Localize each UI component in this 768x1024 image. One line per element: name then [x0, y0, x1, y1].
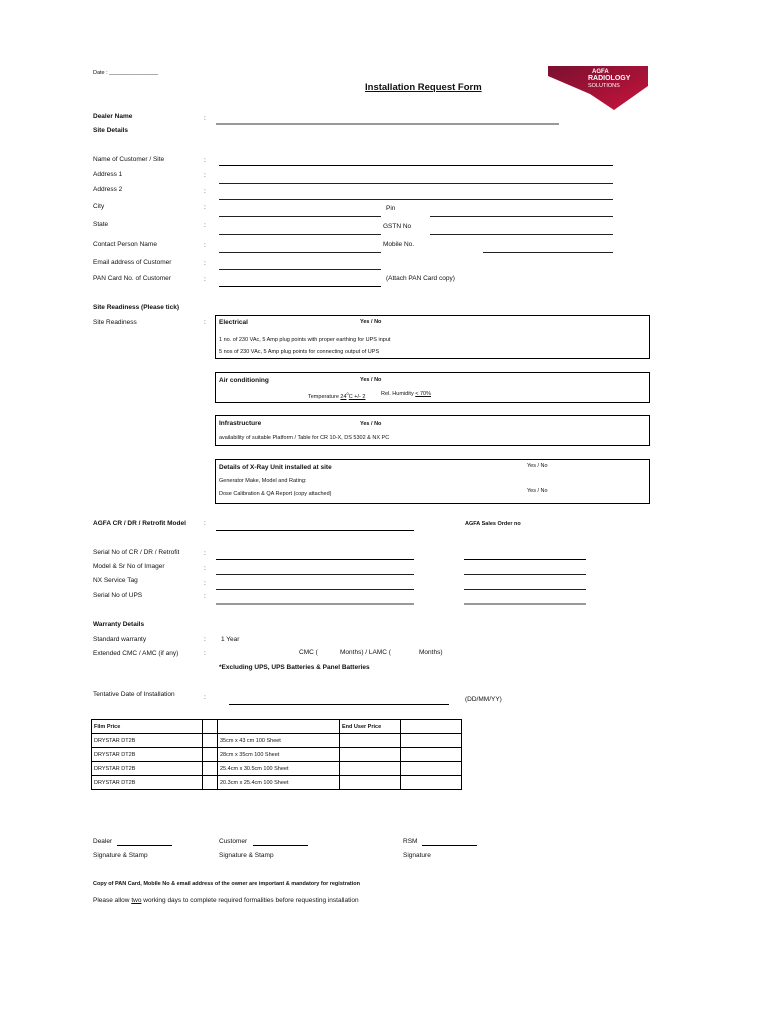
customer-signature-label: Customer — [219, 838, 248, 845]
colon: : — [204, 593, 206, 600]
table-cell: DRYSTAR DT2B — [92, 734, 203, 748]
degree-sup: 0 — [346, 391, 349, 396]
site-readiness-label: Site Readiness — [93, 319, 137, 326]
contact-label: Contact Person Name — [93, 241, 157, 248]
nx-tag-field-2[interactable] — [464, 589, 586, 590]
ups-serial-label: Serial No of UPS — [93, 592, 143, 599]
temperature-tolerance: C +/- 2 — [348, 393, 366, 400]
pin-label: Pin — [386, 205, 396, 212]
electrical-line1: 1 no. of 230 VAc, 5 Amp plug points with proper earthing for UPS input — [219, 337, 391, 343]
table-cell: DRYSTAR DT2B — [92, 762, 203, 776]
temperature-label: Temperature — [308, 393, 341, 400]
table-cell[interactable] — [401, 776, 462, 790]
working-days-suffix: working days to complete required formalities before requesting installation — [141, 897, 359, 904]
logo-line3: SOLUTIONS — [588, 83, 620, 89]
colon: : — [204, 694, 206, 701]
email-field[interactable] — [219, 269, 381, 270]
pan-label: PAN Card No. of Customer — [93, 275, 171, 282]
colon: : — [204, 276, 206, 283]
logo-line1: AGFA — [592, 69, 609, 75]
extended-label: Extended CMC / AMC (if any) — [93, 650, 179, 657]
agfa-logo — [548, 66, 648, 110]
city-field[interactable] — [219, 216, 381, 217]
ups-serial-field-2[interactable] — [464, 603, 586, 605]
table-header-cell: Film Price — [92, 720, 203, 734]
dealer-signature-sub: Signature & Stamp — [93, 852, 148, 859]
address2-field[interactable] — [219, 199, 613, 200]
xray-box — [215, 459, 650, 504]
pin-field[interactable] — [430, 216, 613, 217]
serial-cr-field-2[interactable] — [464, 559, 586, 560]
electrical-yesno[interactable]: Yes / No — [360, 319, 382, 325]
imager-label: Model & Sr No of Imager — [93, 563, 165, 570]
colon: : — [204, 520, 206, 527]
months-label: Months) — [419, 649, 443, 656]
table-cell: DRYSTAR DT2B — [92, 748, 203, 762]
mobile-label: Mobile No. — [383, 241, 415, 248]
table-header-cell: End User Price — [340, 720, 401, 734]
email-label: Email address of Customer — [93, 259, 172, 266]
model-field[interactable] — [216, 530, 414, 531]
table-row — [92, 734, 462, 748]
date-label: Date : ________________ — [93, 70, 159, 76]
rsm-signature-label: RSM — [403, 838, 418, 845]
humidity-text — [381, 391, 431, 397]
dealer-name-field[interactable] — [216, 123, 559, 125]
customer-name-field[interactable] — [219, 165, 613, 166]
nx-tag-field[interactable] — [216, 589, 414, 590]
humidity-label: Rel. Humidity — [381, 391, 416, 397]
table-cell[interactable] — [401, 734, 462, 748]
table-cell: 20.3cm x 25.4cm 100 Sheet — [218, 776, 340, 790]
dealer-signature-label: Dealer — [93, 838, 113, 845]
table-cell: 25.4cm x 30.5cm 100 Sheet — [218, 762, 340, 776]
table-cell — [203, 762, 218, 776]
installation-date-label: Tentative Date of Installation — [93, 691, 175, 698]
mobile-field[interactable] — [483, 252, 613, 253]
table-cell: 35cm x 43 cm 100 Sheet — [218, 734, 340, 748]
ups-serial-field[interactable] — [216, 603, 414, 605]
colon: : — [204, 260, 206, 267]
table-header-cell — [218, 720, 340, 734]
table-cell[interactable] — [340, 734, 401, 748]
table-cell[interactable] — [401, 748, 462, 762]
address2-label: Address 2 — [93, 186, 123, 193]
colon: : — [204, 580, 206, 587]
gstn-label: GSTN No — [383, 223, 412, 230]
model-label: AGFA CR / DR / Retrofit Model — [93, 520, 186, 527]
site-readiness-heading: Site Readiness (Please tick) — [93, 304, 179, 311]
standard-warranty-value: 1 Year — [221, 636, 240, 643]
colon: : — [204, 115, 206, 122]
table-header-row — [92, 720, 462, 734]
infrastructure-box — [215, 415, 650, 446]
rsm-signature-sub: Signature — [403, 852, 431, 859]
colon: : — [204, 204, 206, 211]
colon: : — [204, 188, 206, 195]
site-details-heading: Site Details — [93, 127, 129, 134]
imager-field-2[interactable] — [464, 574, 586, 575]
colon: : — [204, 172, 206, 179]
table-header-cell — [203, 720, 218, 734]
excluding-note: *Excluding UPS, UPS Batteries & Panel Batteries — [219, 664, 370, 671]
table-cell — [203, 776, 218, 790]
pan-note: (Attach PAN Card copy) — [386, 275, 455, 282]
air-title: Air conditioning — [219, 377, 269, 384]
table-cell — [203, 734, 218, 748]
air-yesno[interactable]: Yes / No — [360, 377, 382, 383]
xray-title: Details of X-Ray Unit installed at site — [219, 464, 332, 471]
table-row — [92, 776, 462, 790]
standard-warranty-label: Standard warranty — [93, 636, 147, 643]
xray-line1: Generator Make, Model and Rating: — [219, 478, 307, 484]
infra-line1: availability of suitable Platform / Table for CR 10-X, DS 5302 & NX PC — [219, 435, 390, 441]
page-title: Installation Request Form — [365, 82, 482, 93]
colon: : — [204, 650, 206, 657]
working-days-prefix: Please allow — [93, 897, 132, 904]
air-conditioning-box — [215, 372, 650, 403]
installation-date-field[interactable] — [229, 704, 449, 705]
xray-yesno2[interactable]: Yes / No — [527, 488, 548, 494]
table-cell: DRYSTAR DT2B — [92, 776, 203, 790]
temperature-value: 24 — [340, 393, 347, 400]
city-label: City — [93, 203, 105, 210]
table-row — [92, 748, 462, 762]
serial-cr-field[interactable] — [216, 559, 414, 560]
table-cell[interactable] — [401, 762, 462, 776]
table-cell — [203, 748, 218, 762]
contact-field[interactable] — [219, 252, 381, 253]
humidity-value: < 70% — [415, 391, 431, 397]
pan-field[interactable] — [219, 286, 381, 287]
colon: : — [204, 550, 206, 557]
customer-signature-sub: Signature & Stamp — [219, 852, 274, 859]
dealer-name-label: Dealer Name — [93, 113, 133, 120]
table-header-cell — [401, 720, 462, 734]
infra-yesno[interactable]: Yes / No — [360, 421, 382, 427]
electrical-box — [215, 315, 650, 359]
colon: : — [204, 242, 206, 249]
mandatory-note: Copy of PAN Card, Mobile No & email address of the owner are important & mandatory for registration — [93, 881, 360, 887]
warranty-heading: Warranty Details — [93, 621, 145, 628]
xray-line2: Dose Calibration & QA Report (copy attached) — [219, 491, 332, 497]
xray-yesno1[interactable]: Yes / No — [527, 463, 548, 469]
customer-signature-field[interactable] — [253, 845, 308, 846]
electrical-title: Electrical — [219, 319, 248, 326]
months-lamc-label: Months) / LAMC ( — [340, 649, 391, 656]
table-cell: 28cm x 35cm 100 Sheet — [218, 748, 340, 762]
date-format: (DD/MM/YY) — [465, 696, 502, 703]
address1-label: Address 1 — [93, 171, 123, 178]
infra-title: Infrastructure — [219, 420, 262, 427]
colon: : — [204, 222, 206, 229]
temperature-text — [308, 391, 365, 400]
table-cell[interactable] — [340, 748, 401, 762]
colon: : — [204, 636, 206, 643]
rsm-signature-field[interactable] — [422, 845, 477, 846]
dealer-signature-field[interactable] — [117, 845, 172, 846]
sales-order-label: AGFA Sales Order no — [465, 521, 521, 527]
address1-field[interactable] — [219, 183, 613, 184]
working-days-two: two — [131, 897, 142, 904]
electrical-line2: 5 nos of 230 VAc, 5 Amp plug points for connecting output of UPS — [219, 349, 380, 355]
gstn-field[interactable] — [430, 234, 613, 235]
imager-field[interactable] — [216, 574, 414, 575]
state-field[interactable] — [219, 234, 381, 235]
logo-line2: RADIOLOGY — [588, 75, 631, 82]
cmc-label: CMC ( — [299, 649, 318, 656]
film-price-table — [91, 719, 462, 790]
table-row — [92, 762, 462, 776]
working-days-note — [93, 897, 359, 904]
table-cell[interactable] — [340, 776, 401, 790]
colon: : — [204, 319, 206, 326]
colon: : — [204, 565, 206, 572]
customer-name-label: Name of Customer / Site — [93, 156, 165, 163]
state-label: State — [93, 221, 109, 228]
serial-cr-label: Serial No of CR / DR / Retrofit — [93, 549, 180, 556]
colon: : — [204, 157, 206, 164]
nx-tag-label: NX Service Tag — [93, 577, 138, 584]
table-cell[interactable] — [340, 762, 401, 776]
